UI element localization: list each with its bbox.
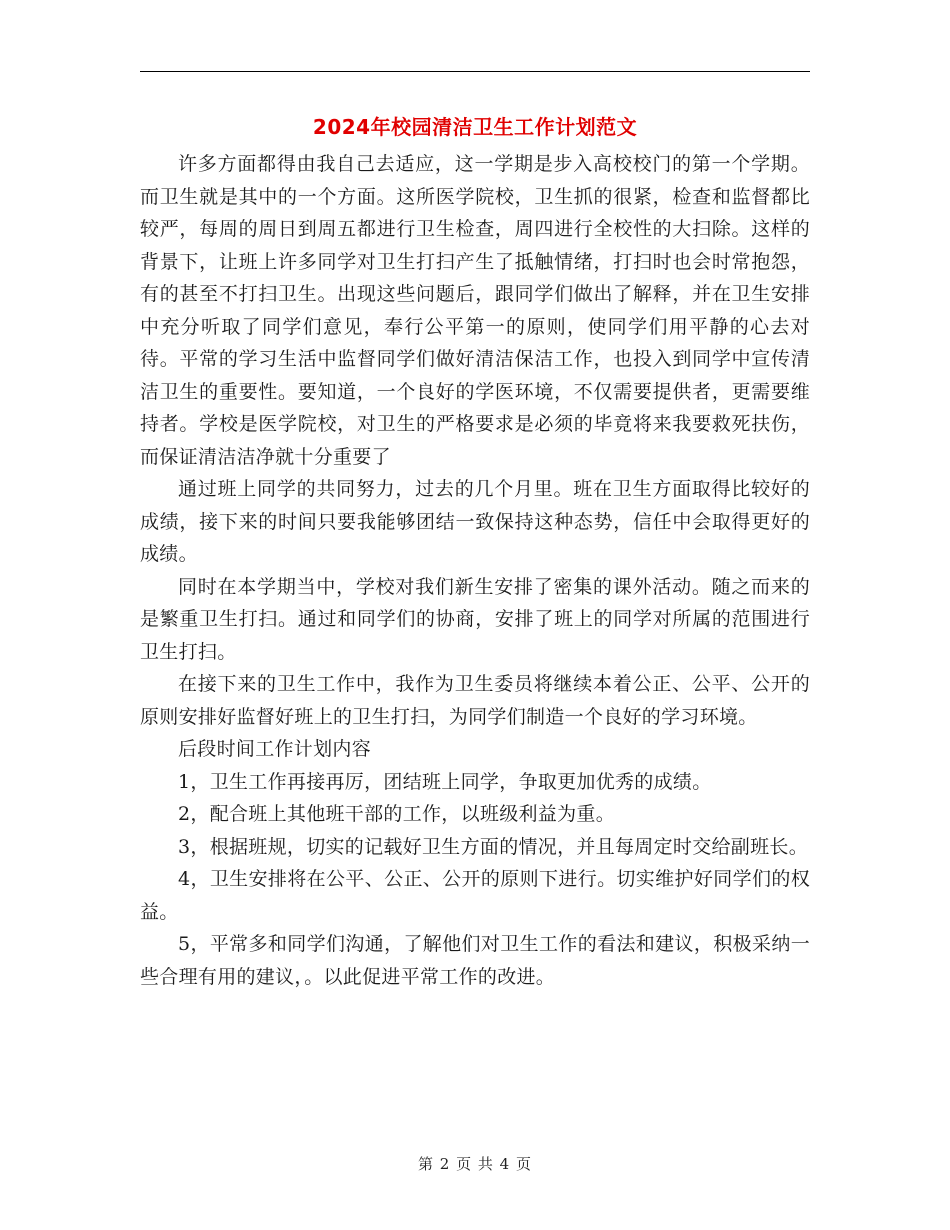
document-title: 2024年校园清洁卫生工作计划范文 <box>312 115 638 139</box>
paragraph-1: 许多方面都得由我自己去适应，这一学期是步入高校校门的第一个学期。而卫生就是其中的一个方面。这所医学院校，卫生抓的很紧，检查和监督都比较严，每周的周日到周五都进行卫生检查，周四进行全校性的大扫除。这样的背景下，让班上许多同学对卫生打扫产生了抵触情绪，打扫时也会时常抱怨，有的甚至不打扫卫生。出现这些问题后，跟同学们做出了解释，并在卫生安排中充分听取了同学们意见，奉行公平第一的原则，使同学们用平静的心去对待。平常的学习生活中监督同学们做好清洁保洁工作，也投入到同学中宣传清洁卫生的重要性。要知道，一个良好的学医环境，不仅需要提供者，更需要维持者。学校是医学院校，对卫生的严格要求是必须的毕竟将来我要救死扶伤，而保证清洁洁净就十分重要了 <box>140 153 810 468</box>
list-item-5: 5，平常多和同学们沟通，了解他们对卫生工作的看法和建议，积极采纳一些合理有用的建议，。以此促进平常工作的改进。 <box>140 933 810 988</box>
list-item-3: 3，根据班规，切实的记载好卫生方面的情况，并且每周定时交给副班长。 <box>178 835 808 858</box>
page-number-footer: 第 2 页 共 4 页 <box>418 1155 532 1173</box>
list-item-4: 4，卫生安排将在公平、公正、公开的原则下进行。切实维护好同学们的权益。 <box>140 868 810 923</box>
paragraph-4: 在接下来的卫生工作中，我作为卫生委员将继续本着公正、公平、公开的原则安排好监督好班上的卫生打扫，为同学们制造一个良好的学习环境。 <box>140 673 810 728</box>
paragraph-2: 通过班上同学的共同努力，过去的几个月里。班在卫生方面取得比较好的成绩，接下来的时间只要我能够团结一致保持这种态势，信任中会取得更好的成绩。 <box>140 478 810 565</box>
paragraph-3: 同时在本学期当中，学校对我们新生安排了密集的课外活动。随之而来的是繁重卫生打扫。通过和同学们的协商，安排了班上的同学对所属的范围进行卫生打扫。 <box>140 575 810 663</box>
document-body <box>140 148 810 993</box>
list-item-2: 2，配合班上其他班干部的工作，以班级利益为重。 <box>178 803 615 825</box>
list-item-1: 1，卫生工作再接再厉，团结班上同学，争取更加优秀的成绩。 <box>178 770 712 793</box>
section-heading-plan: 后段时间工作计划内容 <box>178 738 372 760</box>
header-rule <box>140 71 810 72</box>
